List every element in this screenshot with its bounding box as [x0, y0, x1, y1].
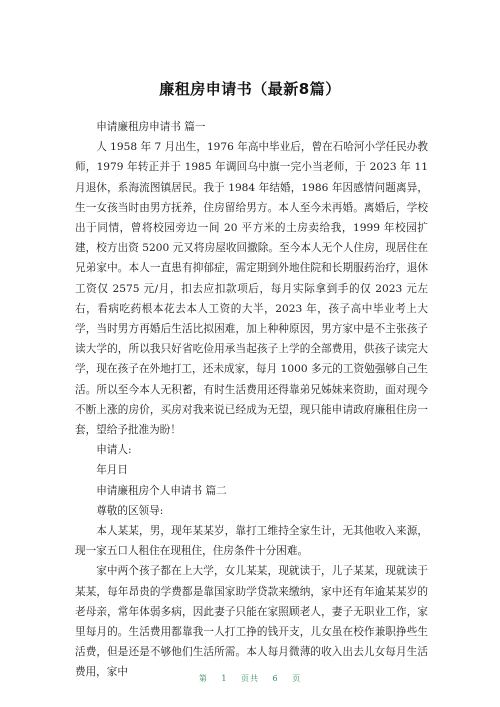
body-paragraph: 本人某某，男，现年某某岁，靠打工维持全家生计，无其他收入来源，现一家五口人租住在现租住，住房条件十分困难。 — [75, 525, 428, 558]
section-heading: 申请廉租房申请书 篇一 — [96, 121, 206, 133]
date-label: 年月日 — [96, 464, 128, 477]
total-pages-number: 6 — [272, 674, 279, 683]
applicant-label: 申请人: — [96, 444, 132, 457]
document-title: 廉租房申请书（最新8篇） — [159, 80, 341, 98]
footer-prefix: 第 — [198, 674, 208, 683]
current-page-number: 1 — [221, 674, 228, 683]
footer-middle: 页共 — [241, 674, 259, 683]
body-paragraph: 家中两个孩子都在上大学，女儿某某，现就读于，儿子某某，现就读于某某，每年昂贵的学费都是靠国家助学贷款来缴纳，家中还有年逾某某岁的老母亲，常年体弱多病，因此妻子只能在家照顾老人，妻子无职业工作，家里每月的。生活费用都靠我一人打工挣的钱开支，儿女虽在校作兼职挣些生活费，但是还是不够他们生活所需。本人每月微薄的收入出去儿女每月生活费用，家中 — [75, 565, 428, 679]
body-paragraph: 人 1958 年 7 月出生，1976 年高中毕业后，曾在石哈河小学任民办教师，1979 年转正并于 1985 年调回乌中旗一完小当老师，于 2023 年 11 月退休，系海流图镇居民。我于 1984 年结婚，1986 年因感情问题离异，生一女孩当时由男方抚养，住房留给男方。本人至今未再婚。离婚后，学校出于同情，曾将校园旁边一间 20 平方米的土房卖给我，1999 年校园扩建，校方出资 5200 元又将房屋收回撤除。至今本人无个人住房，现居住在兄弟家中。本人一直患有抑郁症，需定期到外地住院和长期服药治疗，退休工资仅 2575 元/月，扣去应扣款项后，每月实际拿到手的仅 2023 元左右，看病吃药根本花去本人工资的大半，2023 年，孩子高中毕业考上大学，当时男方再婚后生活比拟困难，加上种种原因，男方家中是不主张孩子读大学的，所以我只好省吃俭用承当起孩子上学的全部费用，供孩子读完大学，现在孩子在外地打工，还未成家，每月 1000 多元的工资勉强够自己生活。所以至今本人无积蓄，有时生活费用还得靠弟兄姊妹来资助，面对现今不断上涨的房价，买房对我来说已经成为无望，现只能申请政府廉租住房一套，望给予批准为盼！ — [75, 141, 428, 437]
document-body — [75, 117, 428, 683]
footer-suffix: 页 — [292, 674, 302, 683]
salutation: 尊敬的区领导: — [96, 504, 164, 517]
section-heading: 申请廉租房个人申请书 篇二 — [96, 484, 227, 497]
page-footer — [0, 673, 500, 684]
